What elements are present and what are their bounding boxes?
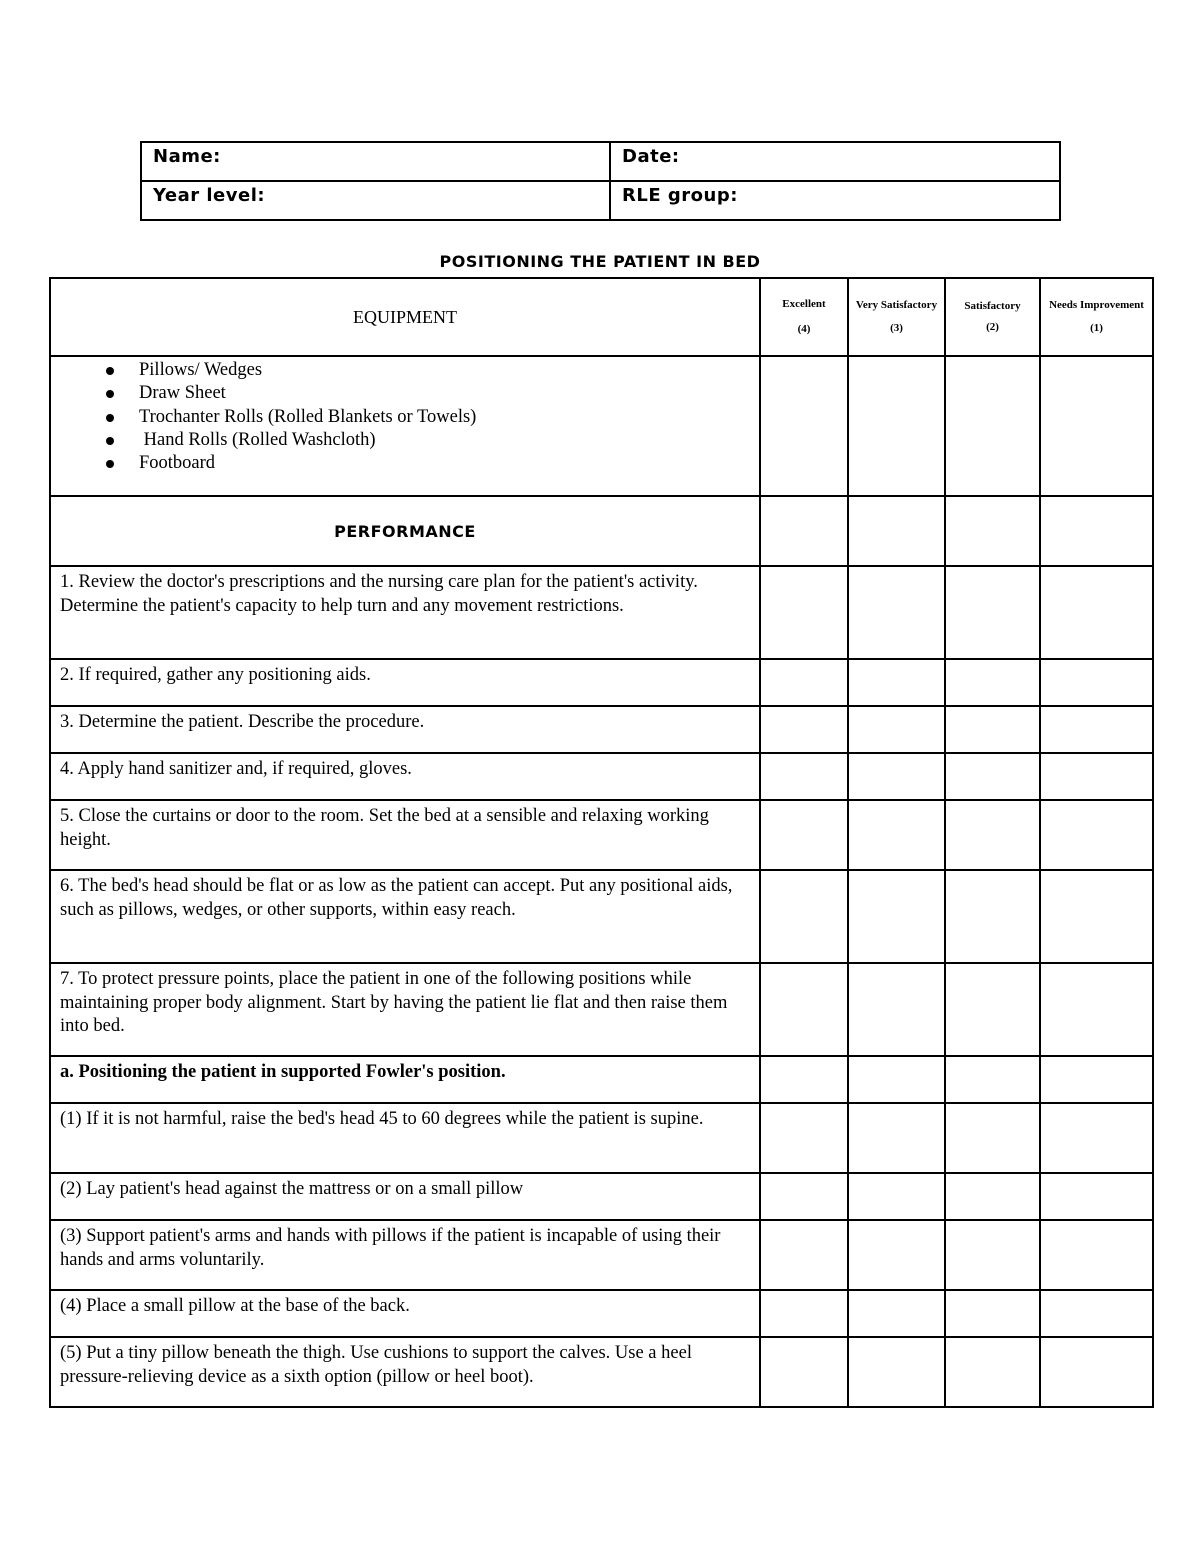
subsection-heading: a. Positioning the patient in supported Fowler's position. xyxy=(50,1056,760,1103)
year-level-field[interactable] xyxy=(141,181,610,220)
step-row xyxy=(50,963,1153,1056)
page-title: POSITIONING THE PATIENT IN BED xyxy=(439,252,761,271)
rating-cell[interactable] xyxy=(760,566,848,659)
rating-header-excellent xyxy=(760,278,848,356)
rating-cell[interactable] xyxy=(1040,963,1153,1056)
rating-cell[interactable] xyxy=(945,1103,1040,1173)
rating-cell[interactable] xyxy=(760,356,848,496)
rating-cell[interactable] xyxy=(1040,706,1153,753)
step-text: 3. Determine the patient. Describe the procedure. xyxy=(50,706,760,753)
header-row xyxy=(50,278,1153,356)
equipment-header: EQUIPMENT xyxy=(50,278,760,356)
student-info-table xyxy=(140,141,1061,221)
rating-cell xyxy=(848,496,945,566)
rating-cell xyxy=(945,496,1040,566)
rating-cell[interactable] xyxy=(945,963,1040,1056)
date-label: Date: xyxy=(622,146,680,167)
rating-score: (2) xyxy=(986,321,999,333)
step-text: 1. Review the doctor's prescriptions and the nursing care plan for the patient's activity. Determine the patient's capacity to help turn and any movement restrictions. xyxy=(50,566,760,659)
rating-cell[interactable] xyxy=(945,659,1040,706)
rating-cell[interactable] xyxy=(848,659,945,706)
step-text: 5. Close the curtains or door to the room. Set the bed at a sensible and relaxing working height. xyxy=(50,800,760,870)
rating-cell[interactable] xyxy=(848,1220,945,1290)
step-row xyxy=(50,753,1153,800)
equipment-item: Footboard xyxy=(139,452,751,475)
rating-cell[interactable] xyxy=(945,356,1040,496)
rating-label: Satisfactory xyxy=(964,300,1021,312)
rating-cell[interactable] xyxy=(760,1290,848,1337)
rating-cell[interactable] xyxy=(945,1290,1040,1337)
step-text: 7. To protect pressure points, place the patient in one of the following positions while maintaining proper body alignment. Start by having the patient lie flat and then raise them into bed. xyxy=(50,963,760,1056)
date-field[interactable] xyxy=(610,142,1060,181)
rating-cell[interactable] xyxy=(1040,870,1153,963)
rating-cell[interactable] xyxy=(945,566,1040,659)
rating-score: (4) xyxy=(797,323,811,335)
equipment-item: Draw Sheet xyxy=(139,382,751,405)
step-text: (2) Lay patient's head against the mattress or on a small pillow xyxy=(50,1173,760,1220)
rating-cell[interactable] xyxy=(760,870,848,963)
rating-cell[interactable] xyxy=(848,1337,945,1407)
rating-header-needs-improvement xyxy=(1040,278,1153,356)
rating-cell[interactable] xyxy=(945,753,1040,800)
equipment-item: Trochanter Rolls (Rolled Blankets or Towels) xyxy=(139,406,751,429)
rating-cell[interactable] xyxy=(945,800,1040,870)
rating-cell[interactable] xyxy=(1040,659,1153,706)
equipment-list-cell xyxy=(50,356,760,496)
rating-cell[interactable] xyxy=(848,1056,945,1103)
rating-cell[interactable] xyxy=(848,1103,945,1173)
rating-cell[interactable] xyxy=(1040,1220,1153,1290)
rating-cell[interactable] xyxy=(760,800,848,870)
step-row xyxy=(50,1220,1153,1290)
checklist-table xyxy=(49,277,1154,1408)
subsection-row xyxy=(50,1056,1153,1103)
rating-cell[interactable] xyxy=(848,870,945,963)
rating-cell[interactable] xyxy=(1040,1290,1153,1337)
performance-header: PERFORMANCE xyxy=(50,496,760,566)
step-text: (3) Support patient's arms and hands with pillows if the patient is incapable of using their hands and arms voluntarily. xyxy=(50,1220,760,1290)
step-text: 4. Apply hand sanitizer and, if required, gloves. xyxy=(50,753,760,800)
step-row xyxy=(50,1173,1153,1220)
rating-cell[interactable] xyxy=(945,706,1040,753)
step-text: (4) Place a small pillow at the base of the back. xyxy=(50,1290,760,1337)
rating-cell[interactable] xyxy=(848,566,945,659)
rating-cell[interactable] xyxy=(848,706,945,753)
name-field[interactable] xyxy=(141,142,610,181)
step-row xyxy=(50,1337,1153,1407)
rating-cell[interactable] xyxy=(848,356,945,496)
step-text: 6. The bed's head should be flat or as low as the patient can accept. Put any positional aids, such as pillows, wedges, or other supports, within easy reach. xyxy=(50,870,760,963)
step-row xyxy=(50,566,1153,659)
rating-cell[interactable] xyxy=(760,1103,848,1173)
rating-cell[interactable] xyxy=(848,1290,945,1337)
rating-cell[interactable] xyxy=(760,706,848,753)
rating-header-satisfactory xyxy=(945,278,1040,356)
rating-cell[interactable] xyxy=(1040,566,1153,659)
rating-label: Very Satisfactory xyxy=(855,299,938,311)
rating-cell[interactable] xyxy=(945,870,1040,963)
rating-cell[interactable] xyxy=(848,963,945,1056)
rating-label: Excellent xyxy=(782,298,826,310)
rating-cell[interactable] xyxy=(1040,1337,1153,1407)
step-text: 2. If required, gather any positioning aids. xyxy=(50,659,760,706)
step-row xyxy=(50,706,1153,753)
rating-cell[interactable] xyxy=(1040,356,1153,496)
rating-cell[interactable] xyxy=(1040,1103,1153,1173)
rating-cell[interactable] xyxy=(760,1173,848,1220)
performance-header-row xyxy=(50,496,1153,566)
step-row xyxy=(50,1103,1153,1173)
rating-score: (1) xyxy=(1090,322,1103,334)
step-row xyxy=(50,1290,1153,1337)
step-text: (1) If it is not harmful, raise the bed's head 45 to 60 degrees while the patient is supine. xyxy=(50,1103,760,1173)
rating-cell[interactable] xyxy=(760,753,848,800)
rating-cell[interactable] xyxy=(760,1337,848,1407)
rating-cell[interactable] xyxy=(848,1173,945,1220)
rating-cell[interactable] xyxy=(760,1056,848,1103)
rating-cell[interactable] xyxy=(760,1220,848,1290)
step-row xyxy=(50,870,1153,963)
rating-cell xyxy=(1040,496,1153,566)
rating-header-very-satisfactory xyxy=(848,278,945,356)
name-label: Name: xyxy=(153,146,221,167)
rating-label: Needs Improvement xyxy=(1049,299,1144,311)
rating-cell[interactable] xyxy=(1040,1056,1153,1103)
rating-cell[interactable] xyxy=(1040,753,1153,800)
equipment-item: Pillows/ Wedges xyxy=(139,359,751,382)
rating-cell[interactable] xyxy=(945,1056,1040,1103)
equipment-row xyxy=(50,356,1153,496)
equipment-list xyxy=(60,359,751,475)
rating-cell[interactable] xyxy=(1040,1173,1153,1220)
rating-cell[interactable] xyxy=(945,1173,1040,1220)
rating-cell[interactable] xyxy=(945,1337,1040,1407)
rating-cell[interactable] xyxy=(1040,800,1153,870)
rle-group-label: RLE group: xyxy=(622,185,738,206)
rating-cell[interactable] xyxy=(848,753,945,800)
equipment-item: Hand Rolls (Rolled Washcloth) xyxy=(139,429,751,452)
step-text: (5) Put a tiny pillow beneath the thigh. Use cushions to support the calves. Use a heel pressure-relieving device as a sixth option (pillow or heel boot). xyxy=(50,1337,760,1407)
rating-cell[interactable] xyxy=(760,963,848,1056)
rating-cell[interactable] xyxy=(760,659,848,706)
rating-cell xyxy=(760,496,848,566)
step-row xyxy=(50,800,1153,870)
rating-cell[interactable] xyxy=(945,1220,1040,1290)
year-level-label: Year level: xyxy=(153,185,266,206)
rle-group-field[interactable] xyxy=(610,181,1060,220)
rating-cell[interactable] xyxy=(848,800,945,870)
rating-score: (3) xyxy=(890,322,903,334)
step-row xyxy=(50,659,1153,706)
